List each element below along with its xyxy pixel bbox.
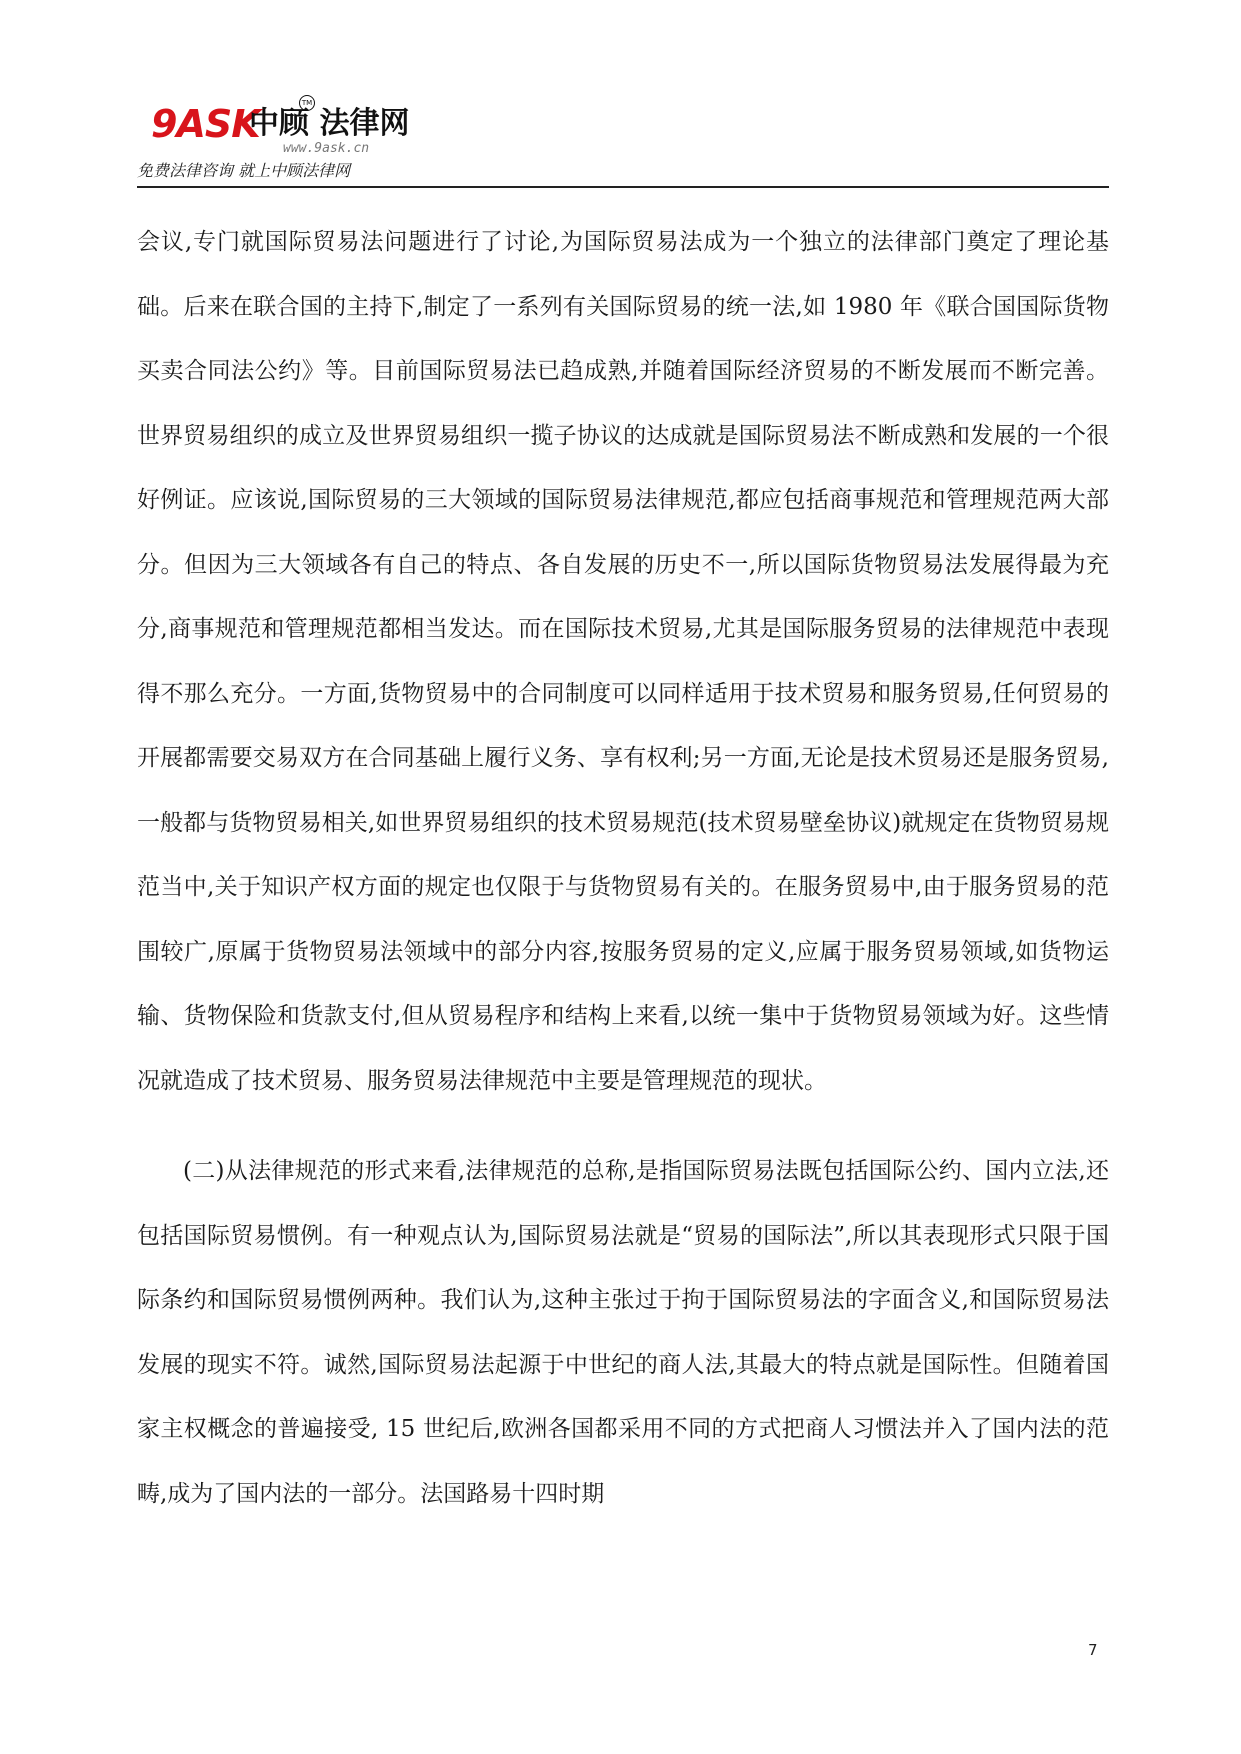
- trademark-icon: TM: [299, 95, 315, 111]
- body-paragraph: (二)从法律规范的形式来看,法律规范的总称,是指国际贸易法既包括国际公约、国内立法,还包括国际贸易惯例。有一种观点认为,国际贸易法就是“贸易的国际法”,所以其表现形式只限于国际条约和国际贸易惯例两种。我们认为,这种主张过于拘于国际贸易法的字面含义,和国际贸易法发展的现实不符。诚然,国际贸易法起源于中世纪的商人法,其最大的特点就是国际性。但随着国家主权概念的普遍接受, 15 世纪后,欧洲各国都采用不同的方式把商人习惯法并入了国内法的范畴,成为了国内法的一部分。法国路易十四时期: [137, 1158, 1109, 1507]
- logo-mark: 9ASK: [151, 102, 260, 146]
- logo-slogan: 免费法律咨询 就上中顾法律网: [137, 161, 351, 180]
- header-divider: [137, 186, 1109, 188]
- logo-chinese-name: 中顾 法律网: [249, 106, 410, 141]
- site-logo[interactable]: [137, 95, 410, 181]
- body-paragraph: 会议,专门就国际贸易法问题进行了讨论,为国际贸易法成为一个独立的法律部门奠定了理论基础。后来在联合国的主持下,制定了一系列有关国际贸易的统一法,如 1980 年《联合国国际货物买卖合同法公约》等。目前国际贸易法已趋成熟,并随着国际经济贸易的不断发展而不断完善。世界贸易组织的成立及世界贸易组织一揽子协议的达成就是国际贸易法不断成熟和发展的一个很好例证。应该说,国际贸易的三大领域的国际贸易法律规范,都应包括商事规范和管理规范两大部分。但因为三大领域各有自己的特点、各自发展的历史不一,所以国际货物贸易法发展得最为充分,商事规范和管理规范都相当发达。而在国际技术贸易,尤其是国际服务贸易的法律规范中表现得不那么充分。一方面,货物贸易中的合同制度可以同样适用于技术贸易和服务贸易,任何贸易的开展都需要交易双方在合同基础上履行义务、享有权利;另一方面,无论是技术贸易还是服务贸易,一般都与货物贸易相关,如世界贸易组织的技术贸易规范(技术贸易壁垒协议)就规定在货物贸易规范当中,关于知识产权方面的规定也仅限于与货物贸易有关的。在服务贸易中,由于服务贸易的范围较广,原属于货物贸易法领域中的部分内容,按服务贸易的定义,应属于服务贸易领域,如货物运输、货物保险和货款支付,但从贸易程序和结构上来看,以统一集中于货物贸易领域为好。这些情况就造成了技术贸易、服务贸易法律规范中主要是管理规范的现状。: [137, 229, 1109, 1094]
- logo-url: www.9ask.cn: [283, 141, 370, 156]
- page-number: 7: [1088, 1641, 1098, 1659]
- document-body: [137, 210, 1109, 1526]
- page-header: [137, 95, 1109, 187]
